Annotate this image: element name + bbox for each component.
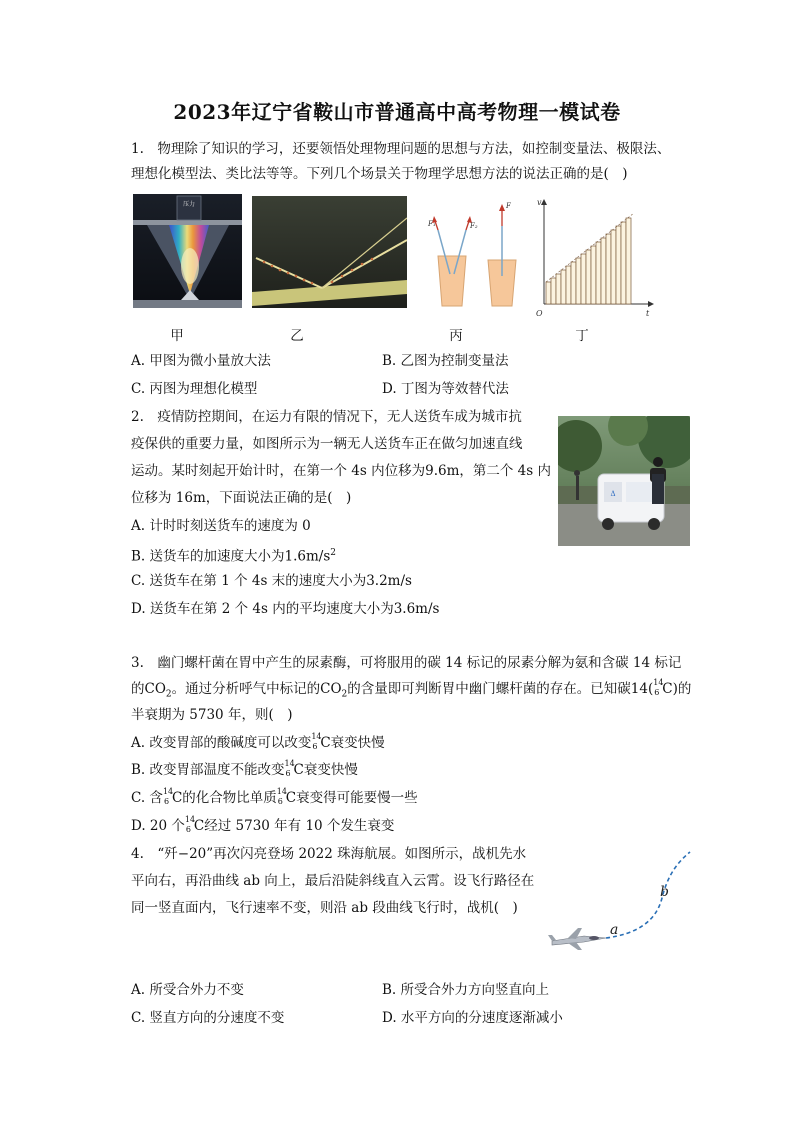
q3-c-text3: C衰变得可能要慢一些 xyxy=(285,790,418,806)
caption-bing: 丙 xyxy=(449,328,463,344)
axis-o-label: O xyxy=(536,309,543,318)
iso-z: 6 xyxy=(312,742,318,751)
q1-option-a[interactable]: A. 甲图为微小量放大法 xyxy=(131,353,271,369)
q3-text-a: 的CO xyxy=(131,681,166,697)
isotope-c14 xyxy=(276,787,287,806)
label-a: a xyxy=(610,922,619,938)
axis-v-label: v xyxy=(537,198,542,207)
q3-c-text: C. 含 xyxy=(131,790,163,806)
q2-option-c[interactable]: C. 送货车在第 1 个 4s 末的速度大小为3.2m/s xyxy=(131,573,412,589)
q1-option-c[interactable]: C. 丙图为理想化模型 xyxy=(131,381,258,397)
q4-option-b[interactable]: B. 所受合外力方向竖直向上 xyxy=(382,982,550,998)
svg-text:Δ: Δ xyxy=(610,490,616,498)
q3-option-d[interactable] xyxy=(131,817,394,835)
q4-option-d[interactable]: D. 水平方向的分速度逐渐减小 xyxy=(382,1010,563,1026)
iso-mass: 14 xyxy=(162,787,174,796)
caption-jia: 甲 xyxy=(170,328,184,344)
q4-stem-line2: 平向右，再沿曲线 ab 向上，最后沿陡斜线直入云霄。设飞行路径在 xyxy=(131,873,535,889)
q1-stem-line1: 1. 物理除了知识的学习，还要领悟处理物理问题的思想与方法，如控制变量法、极限法、 xyxy=(131,141,671,157)
label-f2: F₂ xyxy=(470,222,478,230)
figure-jet-flight-path xyxy=(544,846,696,954)
q3-d-text: D. 20 个 xyxy=(131,818,185,834)
q1-stem-line2: 理想化模型法、类比法等等。下列几个场景关于物理学思想方法的说法正确的是( ) xyxy=(131,166,628,182)
q3-stem-line1: 3. 幽门螺杆菌在胃中产生的尿素酶，可将服用的碳 14 标记的尿素分解为氨和含碳 14 标记 xyxy=(131,655,682,671)
q2-option-b-exponent: 2 xyxy=(330,548,336,558)
caption-ding: 丁 xyxy=(575,328,589,344)
isotope-c14 xyxy=(184,815,196,834)
q2-stem-line1: 2. 疫情防控期间，在运力有限的情况下，无人送货车成为城市抗 xyxy=(131,409,522,425)
figure-delivery-vehicle xyxy=(558,416,690,546)
q2-option-b[interactable] xyxy=(131,544,336,566)
figure-ding-vt-graph xyxy=(534,196,658,320)
isotope-c14 xyxy=(653,678,664,697)
figure-bing-cups xyxy=(424,196,524,312)
iso-z: 6 xyxy=(285,769,291,778)
q3-stem-line3: 半衰期为 5730 年，则( ) xyxy=(131,707,293,723)
label-f: F xyxy=(506,202,511,210)
q3-b-text2: C衰变快慢 xyxy=(293,762,358,778)
iso-z: 6 xyxy=(163,797,170,806)
label-f1: F₁ xyxy=(428,220,436,228)
q3-c-text2: C的化合物比单质 xyxy=(171,790,277,806)
iso-mass: 14 xyxy=(653,678,664,687)
isotope-c14 xyxy=(284,759,295,778)
iso-z: 6 xyxy=(185,825,191,834)
q4-option-c[interactable]: C. 竖直方向的分速度不变 xyxy=(131,1010,285,1026)
isotope-c14 xyxy=(311,732,322,751)
figure-jia-photoelastic xyxy=(133,194,242,308)
axis-t-label: t xyxy=(646,309,650,318)
jet-icon xyxy=(548,928,606,950)
iso-mass: 14 xyxy=(284,759,295,768)
q3-stem-line2 xyxy=(131,680,691,704)
iso-z: 6 xyxy=(277,797,283,806)
iso-mass: 14 xyxy=(184,815,196,824)
isotope-c14 xyxy=(162,787,174,806)
figure-yi-laser-mirror xyxy=(252,196,407,308)
q1-option-b[interactable]: B. 乙图为控制变量法 xyxy=(382,353,509,369)
q2-stem-line4: 位移为 16m，下面说法正确的是( ) xyxy=(131,490,352,506)
iso-mass: 14 xyxy=(311,732,322,741)
q1-option-d[interactable]: D. 丁图为等效替代法 xyxy=(382,381,509,397)
q2-option-a[interactable]: A. 计时时刻送货车的速度为 0 xyxy=(131,518,311,534)
q3-b-text: B. 改变胃部温度不能改变 xyxy=(131,762,285,778)
q2-option-b-text: B. 送货车的加速度大小为1.6m/s xyxy=(131,548,331,565)
q2-stem-line3: 运动。某时刻起开始计时，在第一个 4s 内位移为9.6m，第二个 4s 内 xyxy=(131,463,551,479)
fig-press-label: 压力 xyxy=(182,201,196,208)
q3-option-a[interactable] xyxy=(131,734,385,752)
q3-sub-2a: 2 xyxy=(165,689,172,700)
q3-sub-2b: 2 xyxy=(341,689,348,700)
q3-option-c[interactable] xyxy=(131,789,418,807)
q4-stem-line3: 同一竖直面内，飞行速率不变，则沿 ab 段曲线飞行时，战机( ) xyxy=(131,900,518,916)
q3-a-text2: C衰变快慢 xyxy=(320,735,385,751)
q4-stem-line1: 4. “歼−20”再次闪亮登场 2022 珠海航展。如图所示，战机先水 xyxy=(131,846,527,862)
q3-text-d: C)的 xyxy=(662,681,692,697)
page-title: 2023年辽宁省鞍山市普通高中高考物理一模试卷 xyxy=(173,100,621,124)
q4-option-a[interactable]: A. 所受合外力不变 xyxy=(131,982,244,998)
q2-stem-line2: 疫保供的重要力量，如图所示为一辆无人送货车正在做匀加速直线 xyxy=(131,436,523,452)
label-b: b xyxy=(660,884,669,900)
q3-option-b[interactable] xyxy=(131,761,358,779)
q3-d-text2: C经过 5730 年有 10 个发生衰变 xyxy=(193,818,395,834)
q2-option-d[interactable]: D. 送货车在第 2 个 4s 内的平均速度大小为3.6m/s xyxy=(131,601,440,617)
q3-text-b: 。通过分析呼气中标记的CO xyxy=(171,681,342,697)
iso-mass: 14 xyxy=(276,787,287,796)
caption-yi: 乙 xyxy=(290,328,304,344)
iso-z: 6 xyxy=(654,688,660,697)
q3-a-text: A. 改变胃部的酸碱度可以改变 xyxy=(131,735,312,751)
q3-text-c: 的含量即可判断胃中幽门螺杆菌的存在。已知碳14( xyxy=(347,681,654,697)
